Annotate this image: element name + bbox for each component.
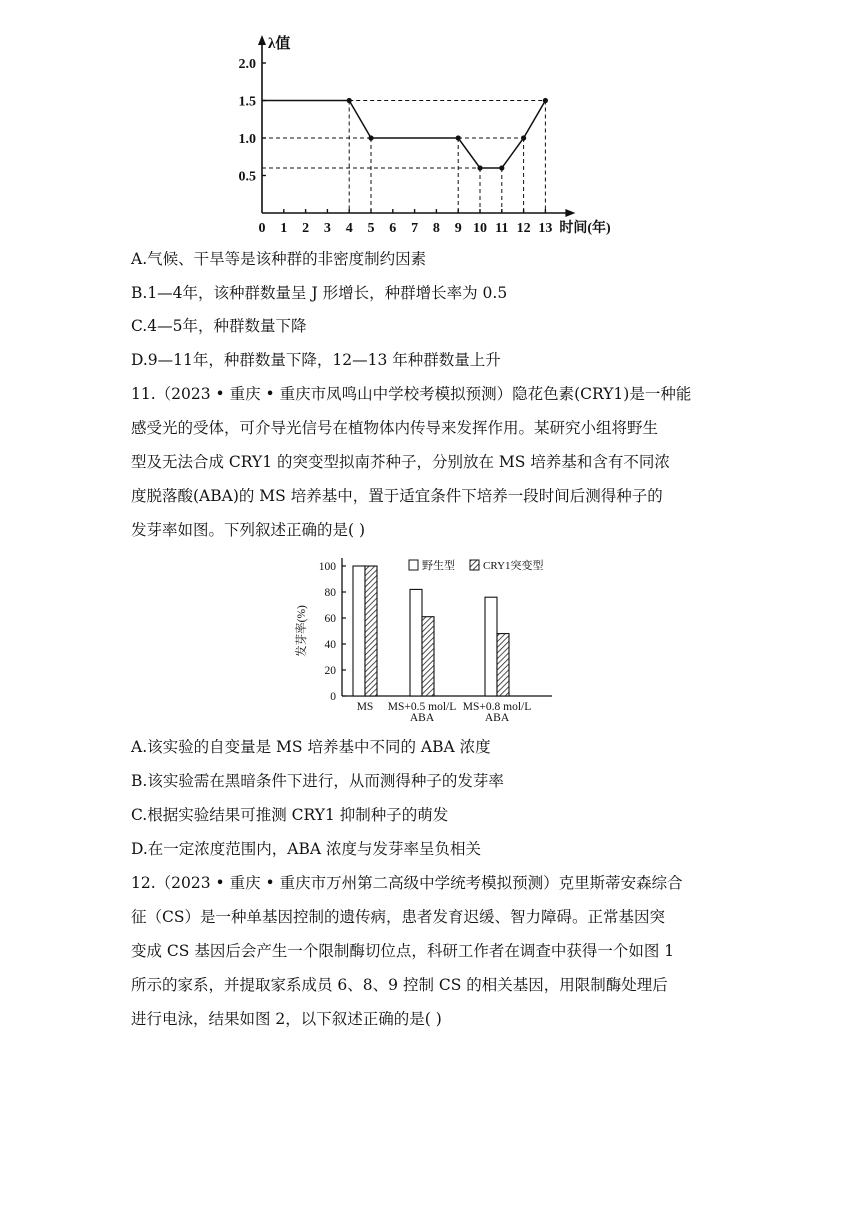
- legend-swatch: [470, 560, 479, 570]
- x-tick-label: 5: [367, 221, 375, 236]
- x-tick-label: 13: [538, 221, 553, 236]
- q11-option-a: A.该实验的自变量是 MS 培养基中不同的 ABA 浓度: [131, 738, 491, 756]
- legend-label: CRY1突变型: [483, 560, 544, 572]
- q11-option-d: D.在一定浓度范围内，ABA 浓度与发芽率呈负相关: [131, 840, 482, 858]
- q12-stem-line: 进行电泳，结果如图 2，以下叙述正确的是( ): [131, 1010, 442, 1028]
- x-tick-label: 3: [323, 221, 331, 236]
- y-tick-label: 20: [324, 665, 336, 677]
- y-tick-label: 40: [324, 639, 336, 651]
- q11-stem-line: 11.（2023 • 重庆 • 重庆市凤鸣山中学校考模拟预测）隐花色素(CRY1)是一种能: [131, 385, 692, 403]
- bar-cry1-mutant: [497, 634, 509, 696]
- x-category-label: MS+0.8 mol/L: [462, 701, 532, 713]
- x-category-label: MS: [356, 701, 374, 713]
- data-point: [499, 165, 504, 170]
- x-tick-label: 0: [258, 221, 266, 236]
- x-category-label: MS+0.5 mol/L: [387, 701, 457, 713]
- x-tick-label: 8: [432, 221, 440, 236]
- legend-label: 野生型: [422, 560, 455, 572]
- y-tick-label: 100: [318, 561, 336, 573]
- y-tick-label: 1.0: [238, 132, 256, 147]
- bar-cry1-mutant: [365, 566, 377, 696]
- q11-stem-line: 感受光的受体，可介导光信号在植物体内传导来发挥作用。某研究小组将野生: [131, 419, 659, 437]
- x-tick-label: 7: [411, 221, 419, 236]
- q12-stem-line: 所示的家系，并提取家系成员 6、8、9 控制 CS 的相关基因，用限制酶处理后: [131, 976, 668, 994]
- data-point: [543, 98, 548, 103]
- x-tick-label: 10: [473, 221, 487, 236]
- q10-option-a: A.气候、干旱等是该种群的非密度制约因素: [131, 250, 427, 268]
- x-tick-label: 2: [302, 221, 310, 236]
- q10-option-c: C.4—5年，种群数量下降: [131, 317, 307, 335]
- y-tick-label: 80: [324, 587, 336, 599]
- bar-cry1-mutant: [422, 617, 434, 696]
- q10-option-d: D.9—11年，种群数量下降，12—13 年种群数量上升: [131, 351, 501, 369]
- y-tick-label: 0: [330, 691, 336, 703]
- x-tick-label: 12: [516, 221, 531, 236]
- q12-stem-line: 征（CS）是一种单基因控制的遗传病，患者发育迟缓、智力障碍。正常基因突: [131, 908, 665, 926]
- x-tick-label: 9: [454, 221, 462, 236]
- data-point: [521, 135, 526, 140]
- y-axis-label: λ值: [268, 36, 291, 52]
- q11-stem-line: 型及无法合成 CRY1 的突变型拟南芥种子，分别放在 MS 培养基和含有不同浓: [131, 453, 670, 471]
- y-tick-label: 60: [324, 613, 336, 625]
- x-tick-label: 1: [280, 221, 288, 236]
- y-tick-label: 2.0: [238, 57, 256, 72]
- x-tick-label: 4: [345, 221, 353, 236]
- x-axis-arrow: [565, 209, 575, 217]
- q11-option-b: B.该实验需在黑暗条件下进行，从而测得种子的发芽率: [131, 772, 504, 790]
- x-axis-label: 时间(年): [559, 221, 611, 236]
- q11-option-c: C.根据实验结果可推测 CRY1 抑制种子的萌发: [131, 806, 449, 824]
- y-axis-label: 发芽率(%): [296, 605, 308, 657]
- q12-stem-line: 12.（2023 • 重庆 • 重庆市万州第二高级中学统考模拟预测）克里斯蒂安森综合: [131, 874, 683, 892]
- data-point: [477, 165, 482, 170]
- bar-wild-type: [485, 597, 497, 696]
- y-axis-arrow: [258, 35, 266, 45]
- germination-bar-chart: [0, 550, 860, 730]
- x-tick-label: 6: [389, 221, 397, 236]
- x-tick-label: 11: [495, 221, 509, 236]
- legend-swatch: [409, 560, 418, 570]
- bar-wild-type: [353, 566, 365, 696]
- q12-stem-line: 变成 CS 基因后会产生一个限制酶切位点，科研工作者在调查中获得一个如图 1: [131, 942, 675, 960]
- lambda-series-line: [262, 101, 545, 169]
- y-tick-label: 0.5: [238, 169, 256, 185]
- q11-stem-line: 度脱落酸(ABA)的 MS 培养基中，置于适宜条件下培养一段时间后测得种子的: [131, 487, 663, 505]
- data-point: [347, 98, 352, 103]
- data-point: [456, 135, 461, 140]
- q11-stem-line: 发芽率如图。下列叙述正确的是( ): [131, 521, 366, 539]
- x-category-label: ABA: [409, 712, 435, 724]
- bar-wild-type: [410, 589, 422, 696]
- y-tick-label: 1.5: [238, 94, 256, 110]
- x-category-label: ABA: [484, 712, 510, 724]
- data-point: [368, 135, 373, 140]
- lambda-chart: [0, 0, 860, 250]
- q10-option-b: B.1—4年，该种群数量呈 J 形增长，种群增长率为 0.5: [131, 284, 508, 302]
